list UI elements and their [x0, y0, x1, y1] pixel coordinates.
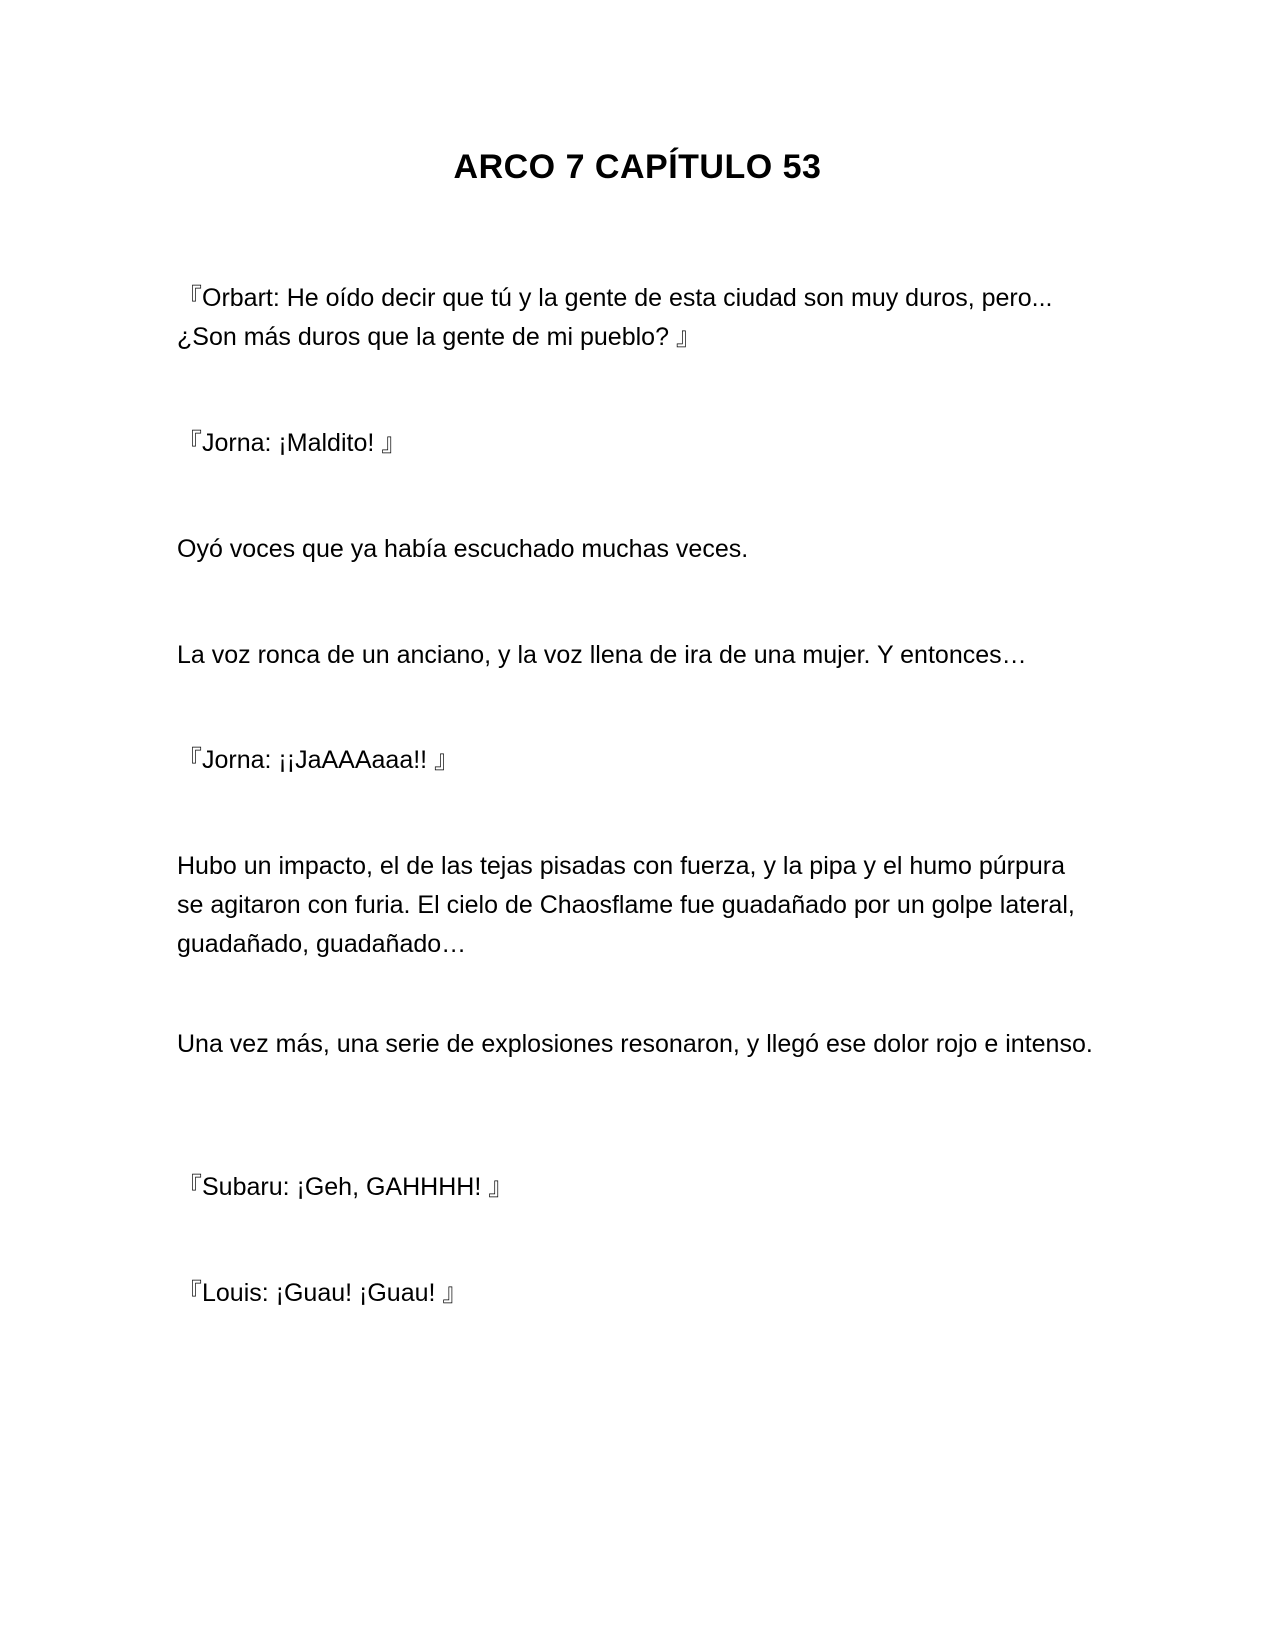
paragraph-jorna-dialogue-2: 『Jorna: ¡¡JaAAAaaa!! 』: [177, 746, 460, 774]
chapter-title: ARCO 7 CAPÍTULO 53: [453, 148, 822, 186]
paragraph-narration-explosions: Una vez más, una serie de explosiones resonaron, y llegó ese dolor rojo e intenso.: [177, 1030, 1093, 1058]
paragraph-orbart-dialogue: 『Orbart: He oído decir que tú y la gente de esta ciudad son muy duros, pero... ¿Son más duros que la gente de mi pueblo? 』: [177, 284, 1060, 351]
paragraph-louis-dialogue: 『Louis: ¡Guau! ¡Guau! 』: [177, 1279, 468, 1307]
paragraph-narration-impact: Hubo un impacto, el de las tejas pisadas con fuerza, y la pipa y el humo púrpura se agitaron con furia. El cielo de Chaosflame fue guadañado por un golpe lateral, guadañado, guadañado…: [177, 852, 1082, 958]
paragraph-jorna-dialogue-1: 『Jorna: ¡Maldito! 』: [177, 429, 407, 457]
paragraph-narration-voices: Oyó voces que ya había escuchado muchas veces.: [177, 535, 749, 563]
paragraph-subaru-dialogue: 『Subaru: ¡Geh, GAHHHH! 』: [177, 1173, 514, 1201]
paragraph-narration-hoarse-voice: La voz ronca de un anciano, y la voz llena de ira de una mujer. Y entonces…: [177, 641, 1027, 669]
